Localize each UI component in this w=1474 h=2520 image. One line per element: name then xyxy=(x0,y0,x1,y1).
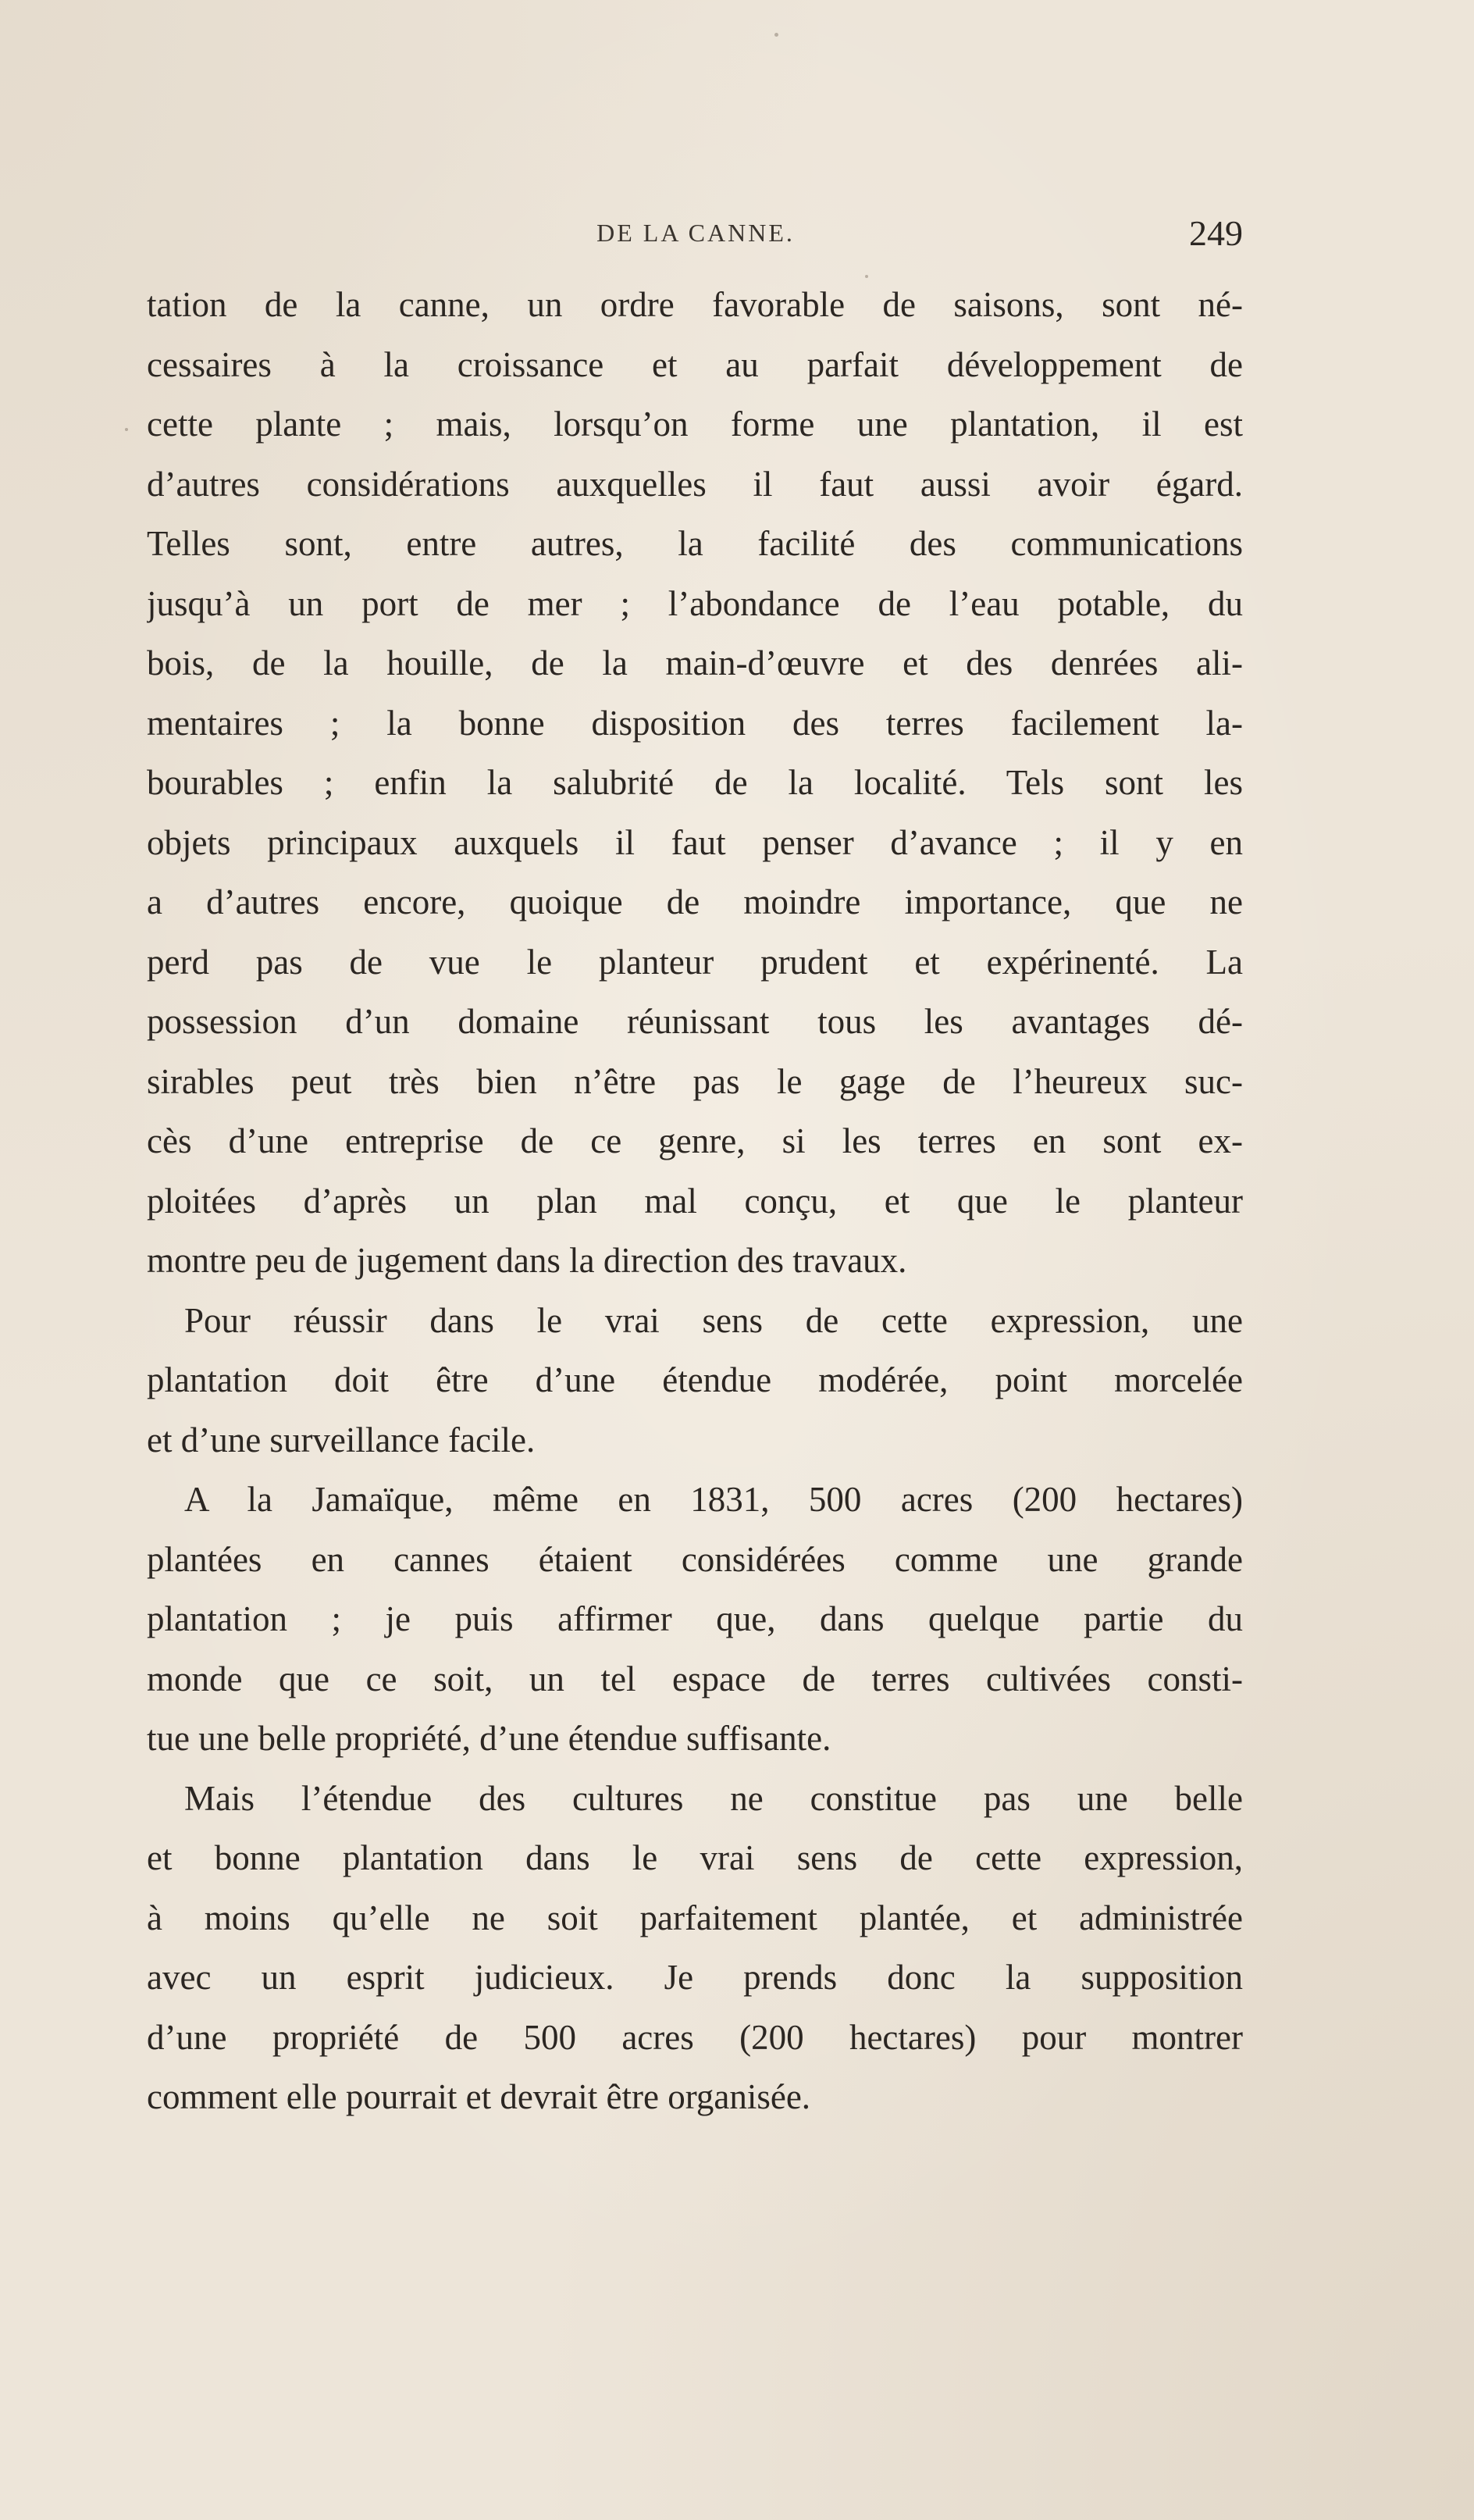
text-line: mentaires ; la bonne disposition des terres facilement la- xyxy=(147,703,1243,743)
text-line: plantation doit être d’une étendue modérée, point morcelée xyxy=(147,1360,1243,1399)
text-line: d’autres considérations auxquelles il faut aussi avoir égard. xyxy=(147,464,1243,504)
text-line: d’une propriété de 500 acres (200 hectares) pour montrer xyxy=(147,2017,1243,2057)
text-line: Telles sont, entre autres, la facilité des communications xyxy=(147,524,1243,563)
text-line: montre peu de jugement dans la direction des travaux. xyxy=(147,1241,907,1280)
text-line: possession d’un domaine réunissant tous les avantages dé- xyxy=(147,1002,1243,1041)
running-title: DE LA CANNE. xyxy=(596,219,795,247)
body-text xyxy=(147,275,1243,2127)
text-line: bourables ; enfin la salubrité de la localité. Tels sont les xyxy=(147,763,1243,802)
text-line: perd pas de vue le planteur prudent et expérinenté. La xyxy=(147,942,1243,982)
text-line: cès d’une entreprise de ce genre, si les terres en sont ex- xyxy=(147,1121,1243,1160)
paragraph-start-line: Pour réussir dans le vrai sens de cette expression, une xyxy=(184,1300,1243,1340)
paper-speck xyxy=(774,33,778,37)
text-line: objets principaux auxquels il faut penser d’avance ; il y en xyxy=(147,822,1243,862)
text-line: monde que ce soit, un tel espace de terres cultivées consti- xyxy=(147,1659,1243,1698)
text-line: à moins qu’elle ne soit parfaitement plantée, et administrée xyxy=(147,1898,1243,1937)
paper-speck xyxy=(125,428,128,431)
paragraph-start-line: A la Jamaïque, même en 1831, 500 acres (200 hectares) xyxy=(184,1480,1243,1519)
text-line: cette plante ; mais, lorsqu’on forme une plantation, il est xyxy=(147,405,1243,444)
text-line: jusqu’à un port de mer ; l’abondance de l’eau potable, du xyxy=(147,583,1243,623)
text-line: plantées en cannes étaient considérées comme une grande xyxy=(147,1539,1243,1579)
page-number: 249 xyxy=(1189,213,1243,253)
text-line: tue une belle propriété, d’une étendue suffisante. xyxy=(147,1719,831,1758)
text-line: plantation ; je puis affirmer que, dans quelque partie du xyxy=(147,1599,1243,1638)
text-line: bois, de la houille, de la main-d’œuvre et des denrées ali- xyxy=(147,643,1243,683)
text-line: avec un esprit judicieux. Je prends donc la supposition xyxy=(147,1958,1243,1997)
text-line: a d’autres encore, quoique de moindre importance, que ne xyxy=(147,882,1243,921)
running-head xyxy=(148,212,1243,259)
text-line: sirables peut très bien n’être pas le gage de l’heureux suc- xyxy=(147,1061,1243,1101)
text-line: cessaires à la croissance et au parfait développement de xyxy=(147,344,1243,384)
text-line: ploitées d’après un plan mal conçu, et que le planteur xyxy=(147,1181,1243,1221)
text-line: comment elle pourrait et devrait être organisée. xyxy=(147,2077,811,2116)
text-line: et d’une surveillance facile. xyxy=(147,1420,536,1460)
text-line: tation de la canne, un ordre favorable de saisons, sont né- xyxy=(147,285,1243,324)
paragraph-start-line: Mais l’étendue des cultures ne constitue pas une belle xyxy=(184,1778,1243,1818)
text-line: et bonne plantation dans le vrai sens de cette expression, xyxy=(147,1838,1243,1877)
